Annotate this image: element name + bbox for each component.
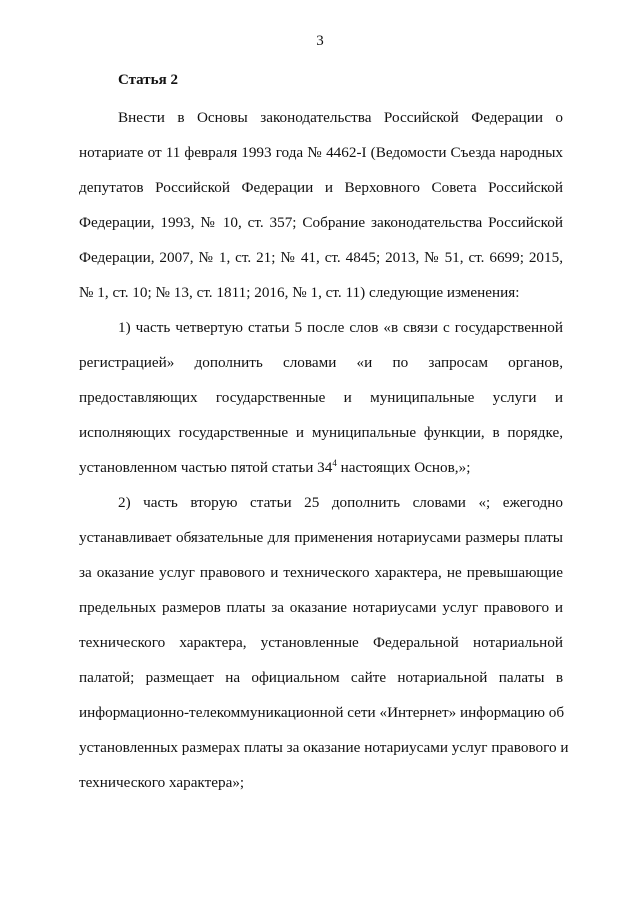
text-line: исполняющих государственные и муниципальные функции, в порядке, <box>79 424 563 441</box>
text-line: Федерации, 1993, № 10, ст. 357; Собрание законодательства Российской <box>79 214 563 231</box>
text-line: палатой; размещает на официальном сайте нотариальной палаты в <box>79 669 563 686</box>
superscript: 4 <box>332 458 337 468</box>
text-line: технического характера»; <box>79 774 245 791</box>
text-segment: настоящих Основ,»; <box>336 459 471 476</box>
text-line <box>79 450 563 485</box>
paragraph-item-2 <box>79 485 569 800</box>
text-line: технического характера, установленные Федеральной нотариальной <box>79 634 563 651</box>
text-segment: установленном частью пятой статьи 34 <box>79 459 333 476</box>
text-line: Внести в Основы законодательства Российской Федерации о <box>118 109 563 126</box>
text-line: предоставляющих государственные и муниципальные услуги и <box>79 389 563 406</box>
text-line: регистрацией» дополнить словами «и по запросам органов, <box>79 354 563 371</box>
paragraph-introduction <box>79 100 563 310</box>
document-body <box>79 100 569 800</box>
text-line: предельных размеров платы за оказание нотариусами услуг правового и <box>79 599 563 616</box>
text-line: нотариате от 11 февраля 1993 года № 4462-I (Ведомости Съезда народных <box>79 144 563 161</box>
text-line: установленных размерах платы за оказание нотариусами услуг правового и <box>79 739 569 756</box>
text-line: устанавливает обязательные для применения нотариусами размеры платы <box>79 529 563 546</box>
page-number: 3 <box>316 33 324 49</box>
text-line: Федерации, 2007, № 1, ст. 21; № 41, ст. 4845; 2013, № 51, ст. 6699; 2015, <box>79 249 563 266</box>
text-line: за оказание услуг правового и технического характера, не превышающие <box>79 564 563 581</box>
article-title: Статья 2 <box>118 72 178 88</box>
paragraph-item-1 <box>79 310 563 485</box>
text-line: депутатов Российской Федерации и Верховного Совета Российской <box>79 179 563 196</box>
text-line: 1) часть четвертую статьи 5 после слов «в связи с государственной <box>118 319 563 336</box>
text-line: № 1, ст. 10; № 13, ст. 1811; 2016, № 1, ст. 11) следующие изменения: <box>79 284 520 301</box>
text-line: информационно-телекоммуникационной сети «Интернет» информацию об <box>79 704 565 721</box>
text-line: 2) часть вторую статьи 25 дополнить словами «; ежегодно <box>118 494 563 511</box>
